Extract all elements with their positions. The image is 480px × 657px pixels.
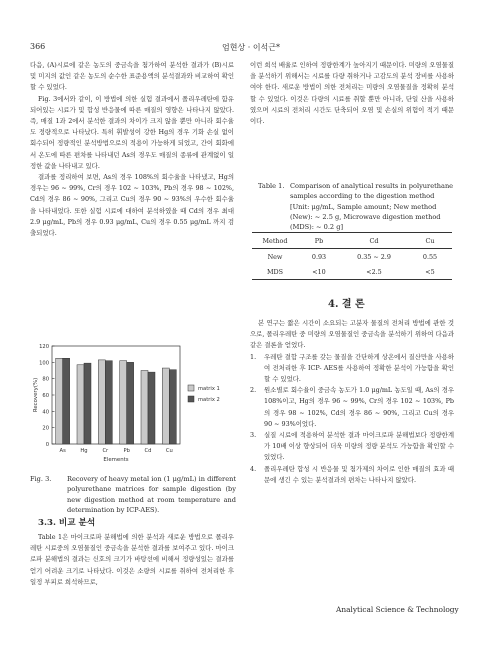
y-tick-label: 80 xyxy=(42,376,49,383)
list-item xyxy=(250,464,454,486)
bar-matrix-1 xyxy=(77,365,84,444)
table-cell: <10 xyxy=(312,267,326,276)
list-number: 3. xyxy=(250,431,257,440)
figure-caption xyxy=(30,474,236,515)
figure-3 xyxy=(30,340,234,472)
paragraph: Fig. 3에서와 같이, 이 방법에 의한 실험 결과에서 폴리우레탄에 함유되어있는 시료가 및 합성 반응물에 따른 매질의 영향은 나타나지 않았다. 즉, 매질 1과 2에서 분석한 결과의 차이가 크지 않을 뿐만 아니라 회수율도 정량적으로 나타났다. 특히 휘발성이 강한 Hg의 경우 기화 손실 없이 회수되어 정량적인 분석방법으로의 적용이 가능하게 되었고, 간이 회화에서 온도에 따른 편차를 나타내던 As의 경우도 매질의 종류에 관계없이 일정한 값을 나타내고 있다. xyxy=(30,94,234,170)
figure-caption-text: Recovery of heavy metal ion (1 μg/mL) in different polyurethane matrices for sample digestion (by new digestion method at room temperature and determination by ICP-AES). xyxy=(67,475,236,514)
y-tick-label: 40 xyxy=(42,409,49,416)
section-heading: 3.3. 비교 분석 xyxy=(38,518,96,528)
x-tick-label: Pb xyxy=(123,448,130,454)
bar-matrix-2 xyxy=(148,372,155,444)
conclusion-text xyxy=(250,318,454,486)
legend-label: matrix 2 xyxy=(198,397,220,403)
y-tick-label: 100 xyxy=(39,360,49,367)
bar-matrix-2 xyxy=(84,363,91,444)
x-tick-label: Cu xyxy=(165,448,173,454)
list-item-text: 원소별로 회수율이 중금속 농도가 1.0 μg/mL 농도일 때, As의 경우 108%이고, Hg의 경우 96 ~ 99%, Cr의 경우 102 ~ 103%, Pb의 경우 98 ~ 102%, Cd의 경우 86 ~ 90%, 그리고 Cu의 경우 90 ~ 93%이었다. xyxy=(264,386,454,428)
plot-frame xyxy=(52,346,180,444)
legend-label: matrix 1 xyxy=(198,386,220,392)
table-header-row xyxy=(252,233,452,249)
comparison-table xyxy=(252,232,452,280)
table-cell: 0.55 xyxy=(422,252,438,261)
list-item xyxy=(250,430,454,464)
table-header-cell: Cu xyxy=(425,236,435,245)
journal-footer: Analytical Science & Technology xyxy=(336,605,459,614)
bar-matrix-2 xyxy=(127,362,134,444)
legend-swatch xyxy=(188,385,194,391)
y-tick-label: 60 xyxy=(42,393,49,399)
y-axis-label: Recovery(%) xyxy=(33,377,39,413)
legend-swatch xyxy=(188,396,194,402)
figure-caption-label: Fig. 3. xyxy=(30,475,52,483)
list-item-text: 폴리우레탄 합성 시 반응물 및 첨가제의 차이로 인한 매질의 효과 때문에 생긴 수 있는 분석결과의 편차는 나타나지 않았다. xyxy=(264,464,454,484)
bar-matrix-2 xyxy=(63,358,70,444)
paragraph: 이런 희석 배율로 인하여 정량한계가 높아지기 때문이다. 미량의 오염물질을 분석하기 위해서는 시료를 다량 취하거나 고감도의 분석 장비를 사용하여야 한다. 새로운 방법이 의한 전처리는 미량의 오염물질을 정확히 분석할 수 있었다. 이것은 다량의 시료를 취할 뿐만 아니라, 단일 산을 사용하였으며 시료의 전처리 시간도 단축되어 오염 및 손실의 위험이 적기 때문이다. xyxy=(250,61,454,126)
table-caption-text: Comparison of analytical results in polyurethane samples according to the digestion method [Unit: μg/mL, Sample amount; New method (New): ~ 2.5 g, Microwave digestion method (MDS): ~ 0.2 g] xyxy=(290,182,454,232)
conclusion-heading: 4. 결 론 xyxy=(328,299,365,310)
bar-matrix-1 xyxy=(162,368,169,444)
list-item xyxy=(250,385,454,430)
table-header-cell: Pb xyxy=(314,236,324,245)
x-tick-label: Cd xyxy=(144,448,152,454)
x-axis-label: Elements xyxy=(103,457,129,463)
list-item-text: 우레탄 결합 구조를 갖는 물질을 간단하게 상온에서 질산만을 사용하여 전처리한 후 ICP- AES를 사용하여 정확한 분석이 가능함을 확인할 수 있었다. xyxy=(264,352,454,384)
bar-matrix-1 xyxy=(120,361,127,444)
paragraph: 결과를 정리하여 보면, As의 경우 108%의 회수율을 나타냈고, Hg의 경우는 96 ~ 99%, Cr의 경우 102 ~ 103%, Pb의 경우 98 ~ 102%, Cd의 경우 86 ~ 90%, 그리고 Cu의 경우 90 ~ 93%의 우수한 회수율을 나타내었다. 또한 실험 시료에 대하여 분석하였을 때 Cd의 경우 최대 2.9 μg/mL, Pb의 경우 0.93 μg/mL, Cu의 경우 0.55 μg/mL 까지 검출되었다. xyxy=(30,173,234,238)
bar-matrix-2 xyxy=(105,361,112,444)
list-number: 2. xyxy=(250,386,257,395)
recovery-bar-chart xyxy=(30,340,234,472)
list-item xyxy=(250,352,454,386)
table-caption xyxy=(258,181,454,232)
list-number: 1. xyxy=(250,352,257,361)
y-tick-label: 120 xyxy=(39,344,49,350)
bar-matrix-1 xyxy=(98,360,105,444)
conclusion-list xyxy=(250,352,454,486)
table-header-cell: Method xyxy=(262,236,288,245)
table-row xyxy=(252,249,452,265)
bar-matrix-1 xyxy=(141,371,148,445)
table-cell: 0.35 ~ 2.9 xyxy=(357,252,391,261)
bar-matrix-2 xyxy=(169,370,176,444)
table-header-cell: Cd xyxy=(369,236,379,245)
page-number: 366 xyxy=(30,42,46,51)
x-tick-label: As xyxy=(59,448,66,454)
table-row xyxy=(252,264,452,280)
table-cell: <5 xyxy=(425,267,435,276)
paragraph: 본 연구는 짧은 시간이 소요되는 고분자 물질의 전처리 방법에 관한 것으로, 폴리우레탄 중 미량의 오염물질인 중금속을 분석하기 위하여 다음과 같은 결론을 얻었다. xyxy=(250,319,454,350)
table-cell: New xyxy=(267,252,283,261)
running-title: 엄현상 · 이석근* xyxy=(222,43,280,52)
table-cell: MDS xyxy=(266,267,284,276)
paragraph: 다음, (A)시료에 같은 농도의 중금속을 첨가하여 분석한 결과가 (B)시료 및 미지의 값인 같은 농도의 순수한 표준용액의 분석결과와 비교하여 확인할 수 있었다. xyxy=(30,61,234,92)
y-tick-label: 20 xyxy=(42,425,49,432)
x-tick-label: Hg xyxy=(80,448,88,454)
paragraph: Table 1은 마이크로파 분해법에 의한 분석과 새로운 방법으로 폴리우레탄 시료중의 오염물질인 중금속을 분석한 결과를 보여주고 있다. 마이크로파 분해법의 결과는 신호의 크기가 바탕선에 비해서 정량성있는 결과를 얻기 어려운 크기로 나타났다. 이것은 소량의 시료를 취하여 전처리한 후 일정 부피로 희석하므로, xyxy=(30,533,234,586)
x-tick-label: Cr xyxy=(102,448,109,454)
table-cell: 0.93 xyxy=(311,252,327,261)
list-number: 4. xyxy=(250,464,257,473)
left-column-text xyxy=(30,60,234,239)
bar-matrix-1 xyxy=(56,358,63,444)
y-tick-label: 0 xyxy=(45,442,49,448)
table-cell: <2.5 xyxy=(366,267,382,276)
list-item-text: 실질 시료에 적용하여 분석한 결과 마이크로파 분해법보다 정량한계가 10배 이상 향상되어 더욱 미량의 정량 분석도 가능함을 확인할 수 있었다. xyxy=(264,431,454,462)
table-caption-label: Table 1. xyxy=(258,182,285,190)
